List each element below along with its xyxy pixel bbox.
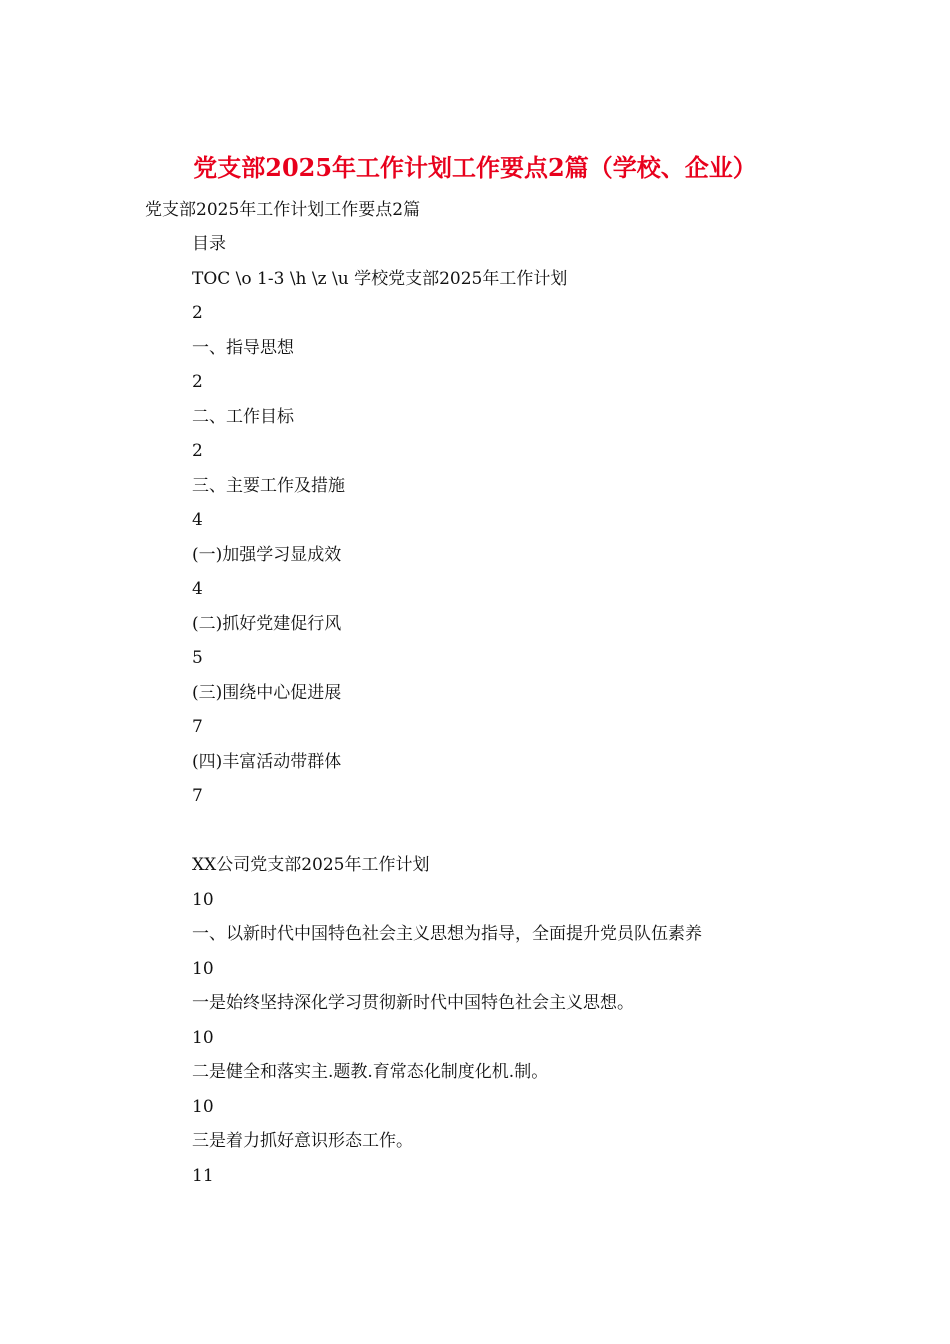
toc-line: (一)加强学习显成效: [192, 544, 342, 565]
toc-line: 一是始终坚持深化学习贯彻新时代中国特色社会主义思想。: [192, 993, 634, 1013]
toc-page-number: 10: [192, 889, 214, 910]
toc-line: TOC \o 1-3 \h \z \u 学校党支部2025年工作计划: [192, 268, 568, 289]
document-subtitle: 党支部2025年工作计划工作要点2篇: [145, 200, 421, 220]
toc-page-number: 2: [192, 441, 203, 461]
toc-line: (三)围绕中心促进展: [192, 682, 342, 703]
toc-page-number: 4: [192, 579, 203, 599]
toc-page-number: 10: [192, 1096, 214, 1117]
toc-line: (四)丰富活动带群体: [192, 751, 342, 772]
toc-line: 一、以新时代中国特色社会主义思想为指导，全面提升党员队伍素养: [192, 924, 702, 944]
toc-page-number: 11: [192, 1165, 214, 1186]
toc-line: 二是健全和落实主.题教.育常态化制度化机.制。: [192, 1062, 549, 1082]
toc-line: XX公司党支部2025年工作计划: [192, 855, 430, 875]
toc-page-number: 2: [192, 372, 203, 392]
toc-page-number: 7: [192, 717, 203, 737]
toc-line: 三是着力抓好意识形态工作。: [192, 1131, 413, 1151]
toc-page-number: 5: [192, 648, 203, 668]
toc-line: (二)抓好党建促行风: [192, 613, 342, 634]
document-title: 党支部2025年工作计划工作要点2篇（学校、企业）: [193, 153, 757, 182]
table-of-contents: [192, 231, 892, 1197]
toc-page-number: 7: [192, 786, 203, 806]
toc-line: 三、主要工作及措施: [192, 475, 345, 496]
toc-page-number: 10: [192, 958, 214, 979]
toc-spacer: [192, 818, 892, 853]
toc-line: 一、指导思想: [192, 337, 294, 358]
toc-heading: 目录: [192, 234, 226, 254]
toc-page-number: 2: [192, 303, 203, 323]
toc-page-number: 4: [192, 510, 203, 530]
toc-line: 二、工作目标: [192, 406, 294, 427]
toc-page-number: 10: [192, 1027, 214, 1048]
